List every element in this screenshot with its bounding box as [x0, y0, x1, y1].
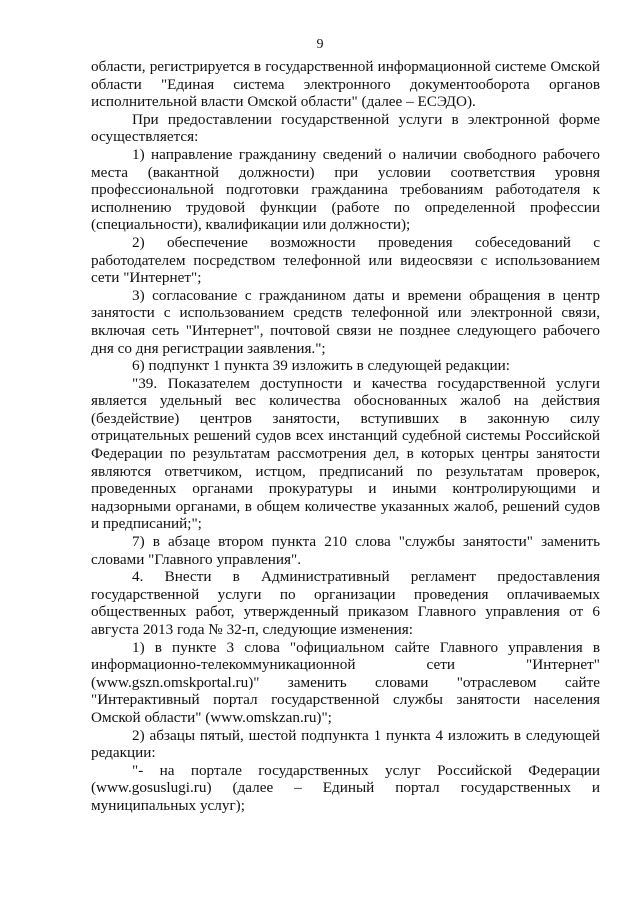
paragraph: 3) согласование с гражданином даты и времени обращения в центр занятости с использованием средств телефонной или электронной связи, включая сеть "Интернет", почтовой связи не позднее следующего рабочего дня со дня регистрации заявления.";	[91, 286, 600, 357]
paragraph: 1) в пункте 3 слова "официальном сайте Главного управления в информационно-телекоммуникационной сети "Интернет" (www.gszn.omskportal.ru)" заменить словами "отраслевом сайте "Интерактивный портал государственной службы занятости населения Омской области" (www.omskzan.ru)";	[91, 638, 600, 726]
paragraph: При предоставлении государственной услуги в электронной форме осуществляется:	[91, 110, 600, 146]
paragraph: "- на портале государственных услуг Российской Федерации (www.gosuslugi.ru) (далее – Единый портал государственных и муниципальных услуг);	[91, 761, 600, 814]
document-body	[91, 58, 600, 815]
paragraph: "39. Показателем доступности и качества государственной услуги является удельный вес количества обоснованных жалоб на действия (бездействие) центров занятости, вступивших в законную силу отрицательных решений судов всех инстанций судебной системы Российской Федерации по результатам рассмотрения дел, в которых центры занятости являются ответчиком, истцом, предписаний по результатам проверок, проведенных органами прокуратуры и иными контролирующими и надзорными органами, в общем количестве указанных жалоб, решений судов и предписаний;";	[91, 374, 600, 533]
paragraph: 6) подпункт 1 пункта 39 изложить в следующей редакции:	[132, 357, 511, 375]
page-number: 9	[316, 37, 324, 52]
paragraph: 1) направление гражданину сведений о наличии свободного рабочего места (вакантной должности) при условии соответствия уровня профессиональной подготовки гражданина требованиям работодателя к исполнению трудовой функции (работе по определенной профессии (специальности), квалификации или должности);	[91, 145, 600, 234]
paragraph: 4. Внести в Административный регламент предоставления государственной услуги по организации проведения оплачиваемых общественных работ, утвержденный приказом Главного управления от 6 августа 2013 года № 32-п, следующие изменения:	[91, 568, 600, 638]
paragraph: области, регистрируется в государственной информационной системе Омской области "Единая система электронного документооборота органов исполнительной власти Омской области" (далее – ЕСЭДО).	[91, 58, 600, 111]
paragraph: 2) абзацы пятый, шестой подпункта 1 пункта 4 изложить в следующей редакции:	[91, 726, 600, 762]
paragraph: 2) обеспечение возможности проведения собеседований с работодателем посредством телефонной или видеосвязи с использованием сети "Интернет";	[91, 233, 600, 287]
paragraph: 7) в абзаце втором пункта 210 слова "службы занятости" заменить словами "Главного управления".	[91, 533, 600, 568]
